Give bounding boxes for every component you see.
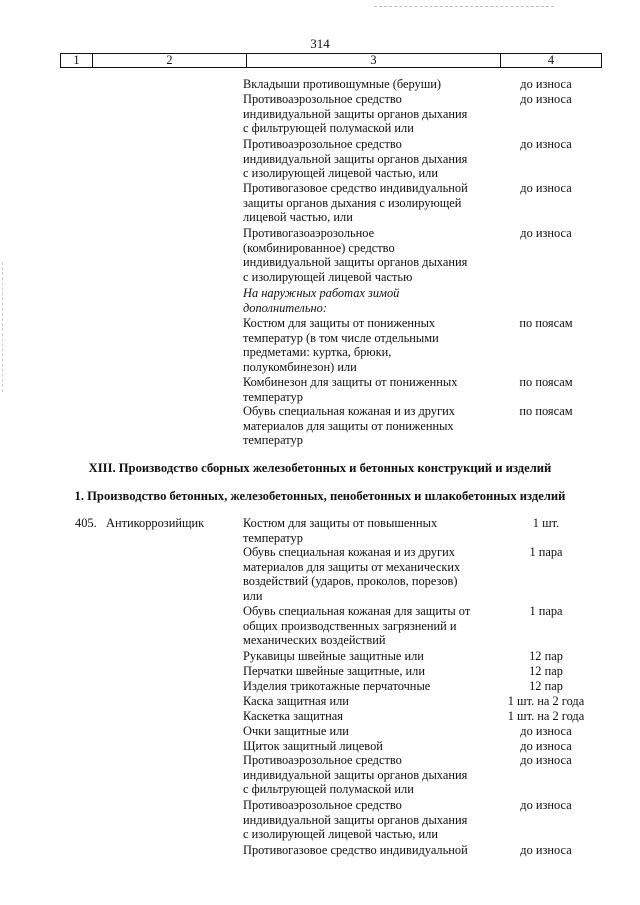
item-norm: 1 пара xyxy=(529,604,563,618)
item-name: Очки защитные или xyxy=(243,724,349,738)
item-name: Противоаэрозольное средство индивидуальной защиты органов дыхания с изолирующей лицевой частью, или xyxy=(243,137,468,181)
item-name: Рукавицы швейные защитные или xyxy=(243,649,424,663)
column-header-table xyxy=(60,53,602,68)
scan-edge-line xyxy=(374,6,554,7)
page-number: 314 xyxy=(310,36,330,51)
item-norm: 12 пар xyxy=(529,679,563,693)
item-norm: до износа xyxy=(520,137,572,151)
item-name: Обувь специальная кожаная для защиты от общих производственных загрязнений и механических воздействий xyxy=(243,604,471,648)
item-name: Каска защитная или xyxy=(243,694,349,708)
item-name: Каскетка защитная xyxy=(243,709,343,723)
item-norm: до износа xyxy=(520,226,572,240)
column-header-1: 1 xyxy=(61,54,93,68)
item-norm: по поясам xyxy=(519,316,573,330)
item-name: Щиток защитный лицевой xyxy=(243,739,383,753)
profession-name: Антикоррозийщик xyxy=(106,516,205,530)
item-norm: до износа xyxy=(520,181,572,195)
subsection-heading: 1. Производство бетонных, железобетонных, пенобетонных и шлакобетонных изделий xyxy=(74,489,566,503)
item-name: Перчатки швейные защитные, или xyxy=(243,664,425,678)
item-name: Обувь специальная кожаная и из других материалов для защиты от пониженных температур xyxy=(243,404,455,448)
item-name: Костюм для защиты от повышенных температур xyxy=(243,516,438,545)
item-norm: до износа xyxy=(520,753,572,767)
item-norm: до износа xyxy=(520,724,572,738)
column-header-2: 2 xyxy=(93,54,247,68)
item-name: Противогазоаэрозольное (комбинированное) средство индивидуальной защиты органов дыхания с изолирующей лицевой частью xyxy=(243,226,468,285)
column-header-3: 3 xyxy=(247,54,501,68)
item-name: Противогазовое средство индивидуальной защиты органов дыхания с изолирующей лицевой частью, или xyxy=(243,181,468,225)
item-name: Изделия трикотажные перчаточные xyxy=(243,679,431,693)
item-name: Противогазовое средство индивидуальной xyxy=(243,843,468,857)
section-heading: XIII. Производство сборных железобетонных и бетонных конструкций и изделий xyxy=(88,461,552,475)
column-header-4: 4 xyxy=(501,54,602,68)
item-norm: до износа xyxy=(520,77,572,91)
item-norm: 12 пар xyxy=(529,649,563,663)
item-name: Комбинезон для защиты от пониженных температур xyxy=(243,375,458,404)
item-norm: 1 шт. xyxy=(532,516,560,530)
item-norm: 1 шт. на 2 года xyxy=(507,694,585,708)
entry-number: 405. xyxy=(75,516,97,530)
item-norm: по поясам xyxy=(519,375,573,389)
item-name: Вкладыши противошумные (беруши) xyxy=(243,77,441,91)
item-name: Обувь специальная кожаная и из других материалов для защиты от механических воздействий (ударов, проколов, порезов) или xyxy=(243,545,461,604)
item-norm: 1 шт. на 2 года xyxy=(507,709,585,723)
item-name: Костюм для защиты от пониженных температур (в том числе отдельными предметами: куртка, брюки, полукомбинезон) или xyxy=(243,316,439,375)
item-norm: до износа xyxy=(520,739,572,753)
scan-margin-marks xyxy=(2,262,5,392)
item-name: Противоаэрозольное средство индивидуальной защиты органов дыхания с фильтрующей полумаской или xyxy=(243,92,468,136)
item-norm: до износа xyxy=(520,798,572,812)
item-norm: до износа xyxy=(520,92,572,106)
item-name: Противоаэрозольное средство индивидуальной защиты органов дыхания с изолирующей лицевой частью, или xyxy=(243,798,468,842)
item-norm: 1 пара xyxy=(529,545,563,559)
item-norm: 12 пар xyxy=(529,664,563,678)
item-norm: до износа xyxy=(520,843,572,857)
winter-note-text: На наружных работах зимой дополнительно: xyxy=(243,286,400,315)
item-name: Противоаэрозольное средство индивидуальной защиты органов дыхания с фильтрующей полумаской или xyxy=(243,753,468,797)
item-norm: по поясам xyxy=(519,404,573,418)
